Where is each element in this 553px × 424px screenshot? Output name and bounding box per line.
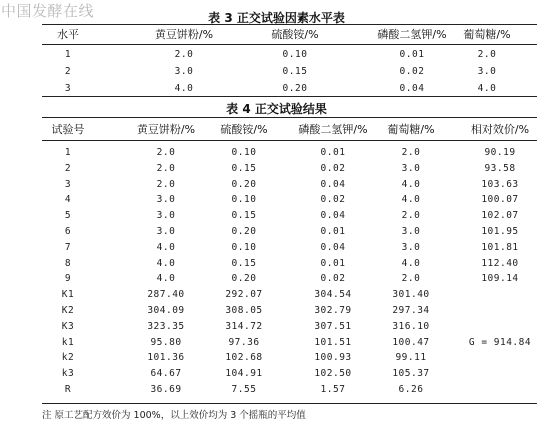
table4-cell: 3.0 [156,194,176,206]
table4-header-cell: 试验号 [51,123,85,136]
table4-cell: 307.51 [314,320,352,332]
table4-header-cell: 葡萄糖/% [387,123,435,136]
table3-header-cell: 硫酸铵/% [271,28,319,41]
table4-cell: 3.0 [156,226,176,237]
table4-cell: 101.95 [481,226,519,237]
footnote: 注 原工艺配方效价为 100%，以上效价均为 3 个摇瓶的平均值 [42,410,306,421]
table4-cell: 103.63 [481,178,519,190]
table4-cell: 64.67 [150,368,182,380]
table3-cell: 0.04 [399,83,425,94]
table3-cell: 2.0 [174,49,194,60]
table3-cell: 2.0 [477,49,497,60]
table3-header-rule [42,44,537,45]
table4-cell: 0.20 [231,226,257,237]
table4-cell: 0.04 [320,241,346,253]
table4-cell: 105.37 [392,368,430,380]
table4-cell: 2.0 [156,178,176,190]
table4-cell: 316.10 [392,320,430,332]
table4-cell: 97.36 [228,336,260,348]
table3-header-cell: 磷酸二氢钾/% [377,28,447,41]
table4-bottom-rule [42,403,537,404]
table4-cell: 7.55 [231,384,257,395]
table4-cell: 100.47 [392,336,430,348]
table4-cell: 2 [64,162,72,174]
table4-cell: 95.80 [150,336,182,348]
table4-cell: 3.0 [156,210,176,222]
table4-cell: 304.54 [314,289,352,301]
table3-cell: 4.0 [477,83,497,94]
table4-cell: 0.20 [231,178,257,190]
table4-cell: 4.0 [401,194,421,206]
table3-cell: 3.0 [174,66,194,77]
table4-cell: 101.51 [314,336,352,348]
table4-cell: 1.57 [320,384,346,395]
table4-cell: 292.07 [225,289,263,301]
table4-cell: 1 [64,147,72,158]
table3-header-cell: 葡萄糖/% [463,28,511,41]
table4-cell: 314.72 [225,320,263,332]
table3-title: 表 3 正交试验因素水平表 [208,11,345,25]
table4-cell: 0.01 [320,147,346,158]
table4-cell: 100.07 [481,194,519,206]
watermark: 中国发酵在线 [1,2,95,20]
table3-cell: 0.10 [282,49,308,60]
table4-cell: 2.0 [401,273,421,285]
table4-cell: 90.19 [484,147,516,158]
table4-cell: 2.0 [401,147,421,158]
table4-cell: 0.01 [320,257,346,269]
table4-cell: k1 [61,336,75,348]
table3-cell: 4.0 [174,83,194,94]
table3-bottom-rule [42,96,537,97]
table4-cell: K3 [61,320,75,332]
table4-cell: k2 [61,352,75,364]
table4-cell: 0.15 [231,162,257,174]
table4-cell: K2 [61,305,75,316]
table4-cell: 2.0 [401,210,421,222]
table3-cell: 0.20 [282,83,308,94]
table4-header-cell: 硫酸铵/% [220,123,268,136]
table4-cell: 104.91 [225,368,263,380]
table4-cell: 4 [64,194,72,206]
table4-header-cell: 黄豆饼粉/% [136,123,196,136]
table4-cell: 3 [64,178,72,190]
table4-cell: 6.26 [398,384,424,395]
table4-cell: 301.40 [392,289,430,301]
table4-cell: 0.10 [231,147,257,158]
table4-cell: 0.04 [320,178,346,190]
table4-cell: 112.40 [481,257,519,269]
table4-cell: 302.79 [314,305,352,316]
table3-cell: 3.0 [477,66,497,77]
table3-top-rule [42,24,537,25]
table4-cell: 4.0 [156,273,176,285]
table4-cell: 0.01 [320,226,346,237]
table4-cell: 304.09 [147,305,185,316]
table3-header-cell: 黄豆饼粉/% [154,28,214,41]
table4-cell: 297.34 [392,305,430,316]
table4-cell: 0.15 [231,257,257,269]
table4-header-cell: 磷酸二氢钾/% [298,123,368,136]
table4-cell: 0.02 [320,162,346,174]
table4-cell: 3.0 [401,241,421,253]
table4-cell: 0.10 [231,241,257,253]
table4-cell: 7 [64,241,72,253]
table4-cell: 93.58 [484,162,516,174]
table4-cell: 0.02 [320,194,346,206]
table4-cell: G = 914.84 [468,336,532,348]
table4-cell: 2.0 [156,162,176,174]
table4-cell: 0.20 [231,273,257,285]
table4-cell: 0.10 [231,194,257,206]
table4-cell: 323.35 [147,320,185,332]
table3-cell: 2 [64,66,72,77]
table4-cell: 109.14 [481,273,519,285]
table4-cell: 8 [64,257,72,269]
table4-cell: 102.68 [225,352,263,364]
table4-header-cell: 相对效价/% [470,123,530,136]
table4-cell: 101.36 [147,352,185,364]
table4-cell: 287.40 [147,289,185,301]
table4-cell: 4.0 [401,178,421,190]
table4-cell: k3 [61,368,75,380]
table4-cell: 100.93 [314,352,352,364]
table4-cell: 5 [64,210,72,222]
table4-cell: 4.0 [401,257,421,269]
table4-cell: 0.04 [320,210,346,222]
table4-cell: 101.81 [481,241,519,253]
table4-header-rule [42,140,537,141]
table4-top-rule [42,117,537,118]
table3-cell: 0.15 [282,66,308,77]
table4-cell: 2.0 [156,147,176,158]
table4-cell: 102.50 [314,368,352,380]
table4-cell: 99.11 [395,352,427,364]
table4-cell: 308.05 [225,305,263,316]
table4-title: 表 4 正交试验结果 [226,102,327,116]
table4-cell: K1 [61,289,75,301]
table4-cell: 6 [64,226,72,237]
table4-cell: 4.0 [156,257,176,269]
table4-cell: 102.07 [481,210,519,222]
table4-cell: 36.69 [150,384,182,395]
table4-cell: 9 [64,273,72,285]
table3-cell: 0.02 [399,66,425,77]
table4-cell: 3.0 [401,226,421,237]
table4-cell: 0.02 [320,273,346,285]
table3-cell: 3 [64,83,72,94]
table3-cell: 1 [64,49,72,60]
table4-cell: 0.15 [231,210,257,222]
table4-cell: 4.0 [156,241,176,253]
table4-cell: R [64,384,72,395]
table4-cell: 3.0 [401,162,421,174]
table3-header-cell: 水平 [57,28,79,41]
table3-cell: 0.01 [399,49,425,60]
